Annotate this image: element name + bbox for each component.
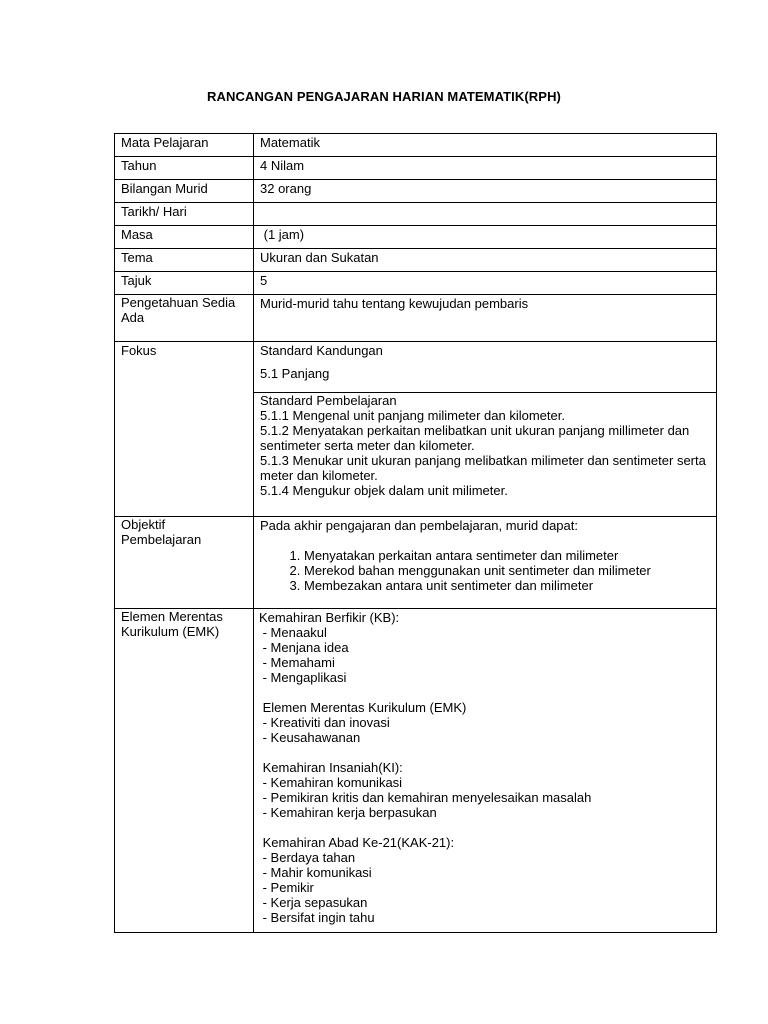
sp-item-511: 5.1.1 Mengenal unit panjang milimeter dan kilometer. [260,408,565,423]
kb-heading: Kemahiran Berfikir (KB): [259,610,400,625]
document-title: RANCANGAN PENGAJARAN HARIAN MATEMATIK(RPH) [207,89,561,104]
row-objektif-pembelajaran [115,517,717,609]
row-mata-pelajaran [115,134,717,157]
row-tema [115,249,717,272]
label-emk [115,609,254,933]
label-masa: Masa [115,226,254,249]
label-objektif-line1: Objektif [121,517,166,532]
label-tahun: Tahun [115,157,254,180]
value-tarikh-hari [254,203,717,226]
label-tajuk: Tajuk [115,272,254,295]
kak-item: - Kerja sepasukan [259,895,368,910]
value-bilangan-murid: 32 orang [254,180,717,203]
label-pengetahuan-sedia-ada [115,295,254,342]
kb-item: - Menjana idea [259,640,349,655]
label-bilangan-murid: Bilangan Murid [115,180,254,203]
emk-heading: Elemen Merentas Kurikulum (EMK) [259,700,467,715]
label-tema: Tema [115,249,254,272]
sp-item-513: 5.1.3 Menukar unit ukuran panjang melibatkan milimeter dan sentimeter serta meter dan kilometer. [260,453,706,483]
objektif-item: 3. Membezakan antara unit sentimeter dan milimeter [304,578,710,593]
emk-content [254,609,717,933]
label-objektif-pembelajaran [115,517,254,609]
value-tajuk: 5 [254,272,717,295]
objektif-item: 1. Menyatakan perkaitan antara sentimeter dan milimeter [304,548,710,563]
label-tarikh-hari: Tarikh/ Hari [115,203,254,226]
row-tahun [115,157,717,180]
label-emk-line2: Kurikulum (EMK) [121,624,220,639]
row-tajuk [115,272,717,295]
sp-item-514: 5.1.4 Mengukur objek dalam unit milimeter. [260,483,508,498]
ki-item: - Pemikiran kritis dan kemahiran menyelesaikan masalah [259,790,592,805]
row-masa [115,226,717,249]
row-pengetahuan-sedia-ada [115,295,717,342]
standard-kandungan-item: 5.1 Panjang [260,366,330,381]
standard-kandungan-heading: Standard Kandungan [260,343,383,358]
ki-heading: Kemahiran Insaniah(KI): [259,760,403,775]
ki-item: - Kemahiran kerja berpasukan [259,805,437,820]
emk-item: - Kreativiti dan inovasi [259,715,390,730]
value-mata-pelajaran: Matematik [254,134,717,157]
value-masa: (1 jam) [254,226,717,249]
label-emk-line1: Elemen Merentas [121,609,223,624]
kb-item: - Memahami [259,655,335,670]
label-objektif-line2: Pembelajaran [121,532,202,547]
row-fokus-kandungan [115,342,717,393]
kak-item: - Mahir komunikasi [259,865,372,880]
objektif-item: 2. Merekod bahan menggunakan unit sentimeter dan milimeter [304,563,710,578]
kak-item: - Berdaya tahan [259,850,356,865]
kak-item: - Bersifat ingin tahu [259,910,375,925]
rph-table [114,133,717,933]
kak-item: - Pemikir [259,880,314,895]
value-tahun: 4 Nilam [254,157,717,180]
objektif-content [254,517,717,609]
row-emk [115,609,717,933]
row-tarikh-hari [115,203,717,226]
standard-pembelajaran-heading: Standard Pembelajaran [260,393,397,408]
fokus-standard-pembelajaran [254,393,717,517]
kak-heading: Kemahiran Abad Ke-21(KAK-21): [259,835,455,850]
label-mata-pelajaran: Mata Pelajaran [115,134,254,157]
objektif-intro: Pada akhir pengajaran dan pembelajaran, murid dapat: [260,518,578,533]
ki-item: - Kemahiran komunikasi [259,775,403,790]
objektif-list [260,548,710,593]
label-fokus: Fokus [115,342,254,517]
value-tema: Ukuran dan Sukatan [254,249,717,272]
row-bilangan-murid [115,180,717,203]
sp-item-512: 5.1.2 Menyatakan perkaitan melibatkan unit ukuran panjang millimeter dan sentimeter serta meter dan kilometer. [260,423,690,453]
kb-item: - Mengaplikasi [259,670,347,685]
value-pengetahuan-sedia-ada: Murid-murid tahu tentang kewujudan pembaris [254,295,717,342]
label-pengetahuan-line2: Ada [121,310,145,325]
label-pengetahuan-line1: Pengetahuan Sedia [121,295,236,310]
emk-item: - Keusahawanan [259,730,361,745]
fokus-standard-kandungan [254,342,717,393]
kb-item: - Menaakul [259,625,327,640]
